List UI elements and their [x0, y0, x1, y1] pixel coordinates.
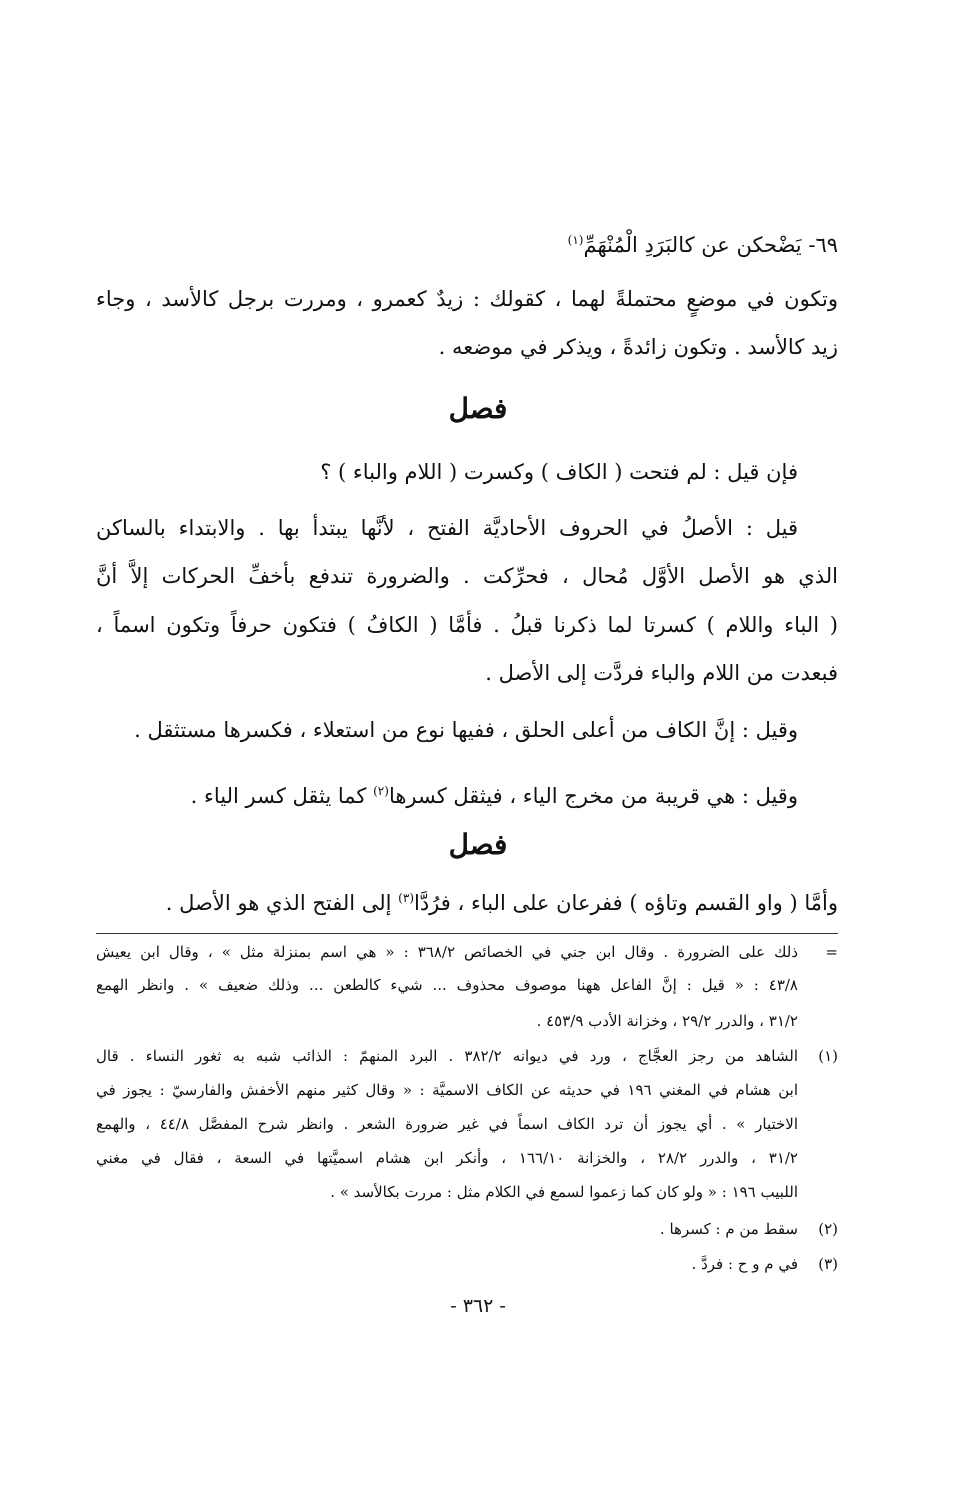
paragraph-text: كما يثقل كسر الياء .	[190, 784, 374, 808]
paragraph-line: ( الباء واللام ) كسرتا لما ذكرنا قبلُ . فأمَّا ( الكافُ ) فتكون حرفاً وتكون اسماً ،	[96, 613, 838, 637]
footnote-line: ٤٣/٨ : « قيل : إنَّ الفاعل ههنا موصوف محذوف ... شيء كالطعن ... وذلك ضعيف » . وانظر الهمع	[96, 976, 798, 994]
verse-text: ٦٩- يَضْحكن عن كالبَرَدِ الْمُنْهَمِّ	[583, 233, 838, 257]
footnote-number-1: (١)	[818, 1047, 838, 1065]
footnote-line: ٣١/٢ ، والدرر ٢٨/٢ ، والخزانة ١٦٦/١٠ ، وأنكر ابن هشام اسميَّتها في السعة ، فقال في مغني	[96, 1149, 798, 1167]
paragraph-line: وتكون في موضعٍ محتملةً لهما ، كقولك : زيدٌ كعمرو ، ومررت برجل كالأسد ، وجاء	[96, 287, 838, 311]
footnote-line: ٣١/٢ ، والدرر ٢٩/٢ ، وخزانة الأدب ٤٥٣/٩ .	[536, 1012, 798, 1030]
paragraph-text: إلى الفتح الذي هو الأصل .	[165, 891, 399, 915]
paragraph-text: وقيل : هي قريبة من مخرج الياء ، فيثقل كسرها	[388, 784, 798, 808]
paragraph-line	[96, 880, 838, 921]
paragraph-line: فبعدت من اللام والباء فردَّت إلى الأصل .	[485, 661, 838, 685]
page-number: - ٣٦٢ -	[450, 1295, 506, 1317]
footnote-continuation-marker: =	[825, 943, 838, 961]
footnote-line: الشاهد من رجز العجَّاج ، ورد في ديوانه ٣٨٢/٢ . البرد المنهمّ : الذائب شبه به ثغور النساء . قال	[96, 1047, 798, 1065]
footnote-line: الاختيار » . أي يجوز أن ترد الكاف اسماً في غير ضرورة الشعر . وانظر شرح المفصَّل ٤٤/٨ ، والهمع	[96, 1115, 798, 1133]
paragraph-line: زيد كالأسد . وتكون زائدةً ، ويذكر في موضعه .	[438, 335, 838, 359]
paragraph-text: وأمَّا ( واو القسم وتاؤه ) ففرعان على الباء ، فرُدَّا	[414, 891, 838, 915]
paragraph-line: الذي هو الأصل الأوَّل مُحال ، فحرِّكت . والضرورة تندفع بأخفِّ الحركات إلاَّ أنَّ	[96, 564, 838, 588]
section-heading: فصل	[448, 392, 508, 425]
footnote-line: سقط من م : كسرها .	[659, 1220, 798, 1238]
footnote-ref-2: (٢)	[373, 784, 389, 798]
verse-line	[96, 222, 838, 263]
footnote-divider	[96, 933, 838, 934]
footnote-number-3: (٣)	[818, 1255, 838, 1273]
paragraph-line: قيل : الأصلُ في الحروف الأحاديَّة الفتح ، لأنَّها يبتدأ بها . والابتداء بالساكن	[96, 516, 798, 540]
paragraph-line	[96, 773, 798, 814]
paragraph-line: وقيل : إنَّ الكاف من أعلى الحلق ، ففيها نوع من استعلاء ، فكسرها مستثقل .	[134, 718, 798, 742]
footnote-line: ابن هشام في المغني ١٩٦ في حديثه عن الكاف الاسميَّة : « وقال كثير منهم الأخفش والفارسيّ : يجوز في	[96, 1081, 798, 1099]
footnote-line: في م و ح : فردَّ .	[691, 1255, 798, 1273]
question-line: فإن قيل : لم فتحت ( الكاف ) وكسرت ( اللام والباء ) ؟	[320, 460, 798, 484]
footnote-line: ذلك على الضرورة . وقال ابن جني في الخصائص ٣٦٨/٢ : « هي اسم بمنزلة مثل » ، وقال ابن يعيش	[96, 943, 799, 961]
footnote-ref-1: (١)	[567, 233, 584, 247]
footnote-ref-3: (٣)	[398, 891, 414, 905]
section-heading: فصل	[448, 828, 508, 861]
footnote-line: اللبيب ١٩٦ : « ولو كان كما زعموا لسمع في الكلام مثل : مررت بكالأسد » .	[330, 1183, 798, 1201]
footnote-number-2: (٢)	[818, 1220, 838, 1238]
